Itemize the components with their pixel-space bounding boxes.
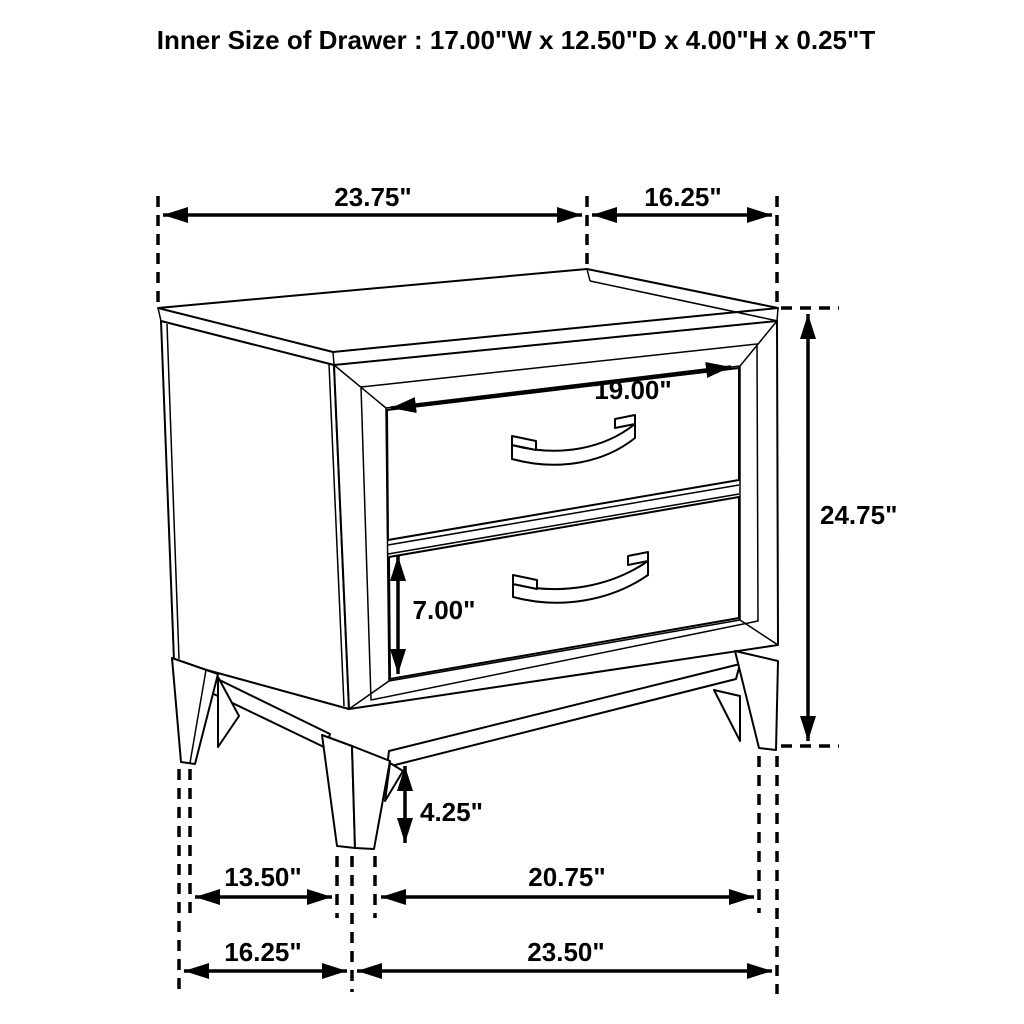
dimension-overall-height [781, 308, 897, 746]
side-panel [161, 321, 349, 709]
dimension-top-width [163, 182, 582, 215]
overall-height-label: 24.75" [820, 500, 898, 530]
front-right-leg [735, 651, 778, 750]
nightstand-drawing [158, 269, 778, 849]
drawer-width-label: 19.00" [594, 375, 672, 405]
leg-height-label: 4.25" [420, 797, 483, 827]
top-depth-label: 16.25" [644, 182, 722, 212]
dimension-base-front-width [357, 937, 772, 971]
right-leg-brace [714, 690, 740, 741]
dimension-side-leg-span [195, 862, 332, 897]
front-leg-span-label: 20.75" [528, 862, 606, 892]
side-leg-span-label: 13.50" [224, 862, 302, 892]
dimension-leg-height [405, 766, 483, 843]
front-left-leg [172, 658, 218, 764]
page-title: Inner Size of Drawer : 17.00"W x 12.50"D x 4.00"H x 0.25"T [156, 25, 876, 55]
top-width-label: 23.75" [334, 182, 412, 212]
dimension-base-side-depth [184, 937, 347, 971]
base-side-depth-label: 16.25" [224, 937, 302, 967]
dimension-top-depth [592, 182, 772, 215]
lower-drawer-height-label: 7.00" [412, 595, 476, 625]
dimension-front-leg-span [381, 862, 754, 897]
base-front-width-label: 23.50" [527, 937, 605, 967]
